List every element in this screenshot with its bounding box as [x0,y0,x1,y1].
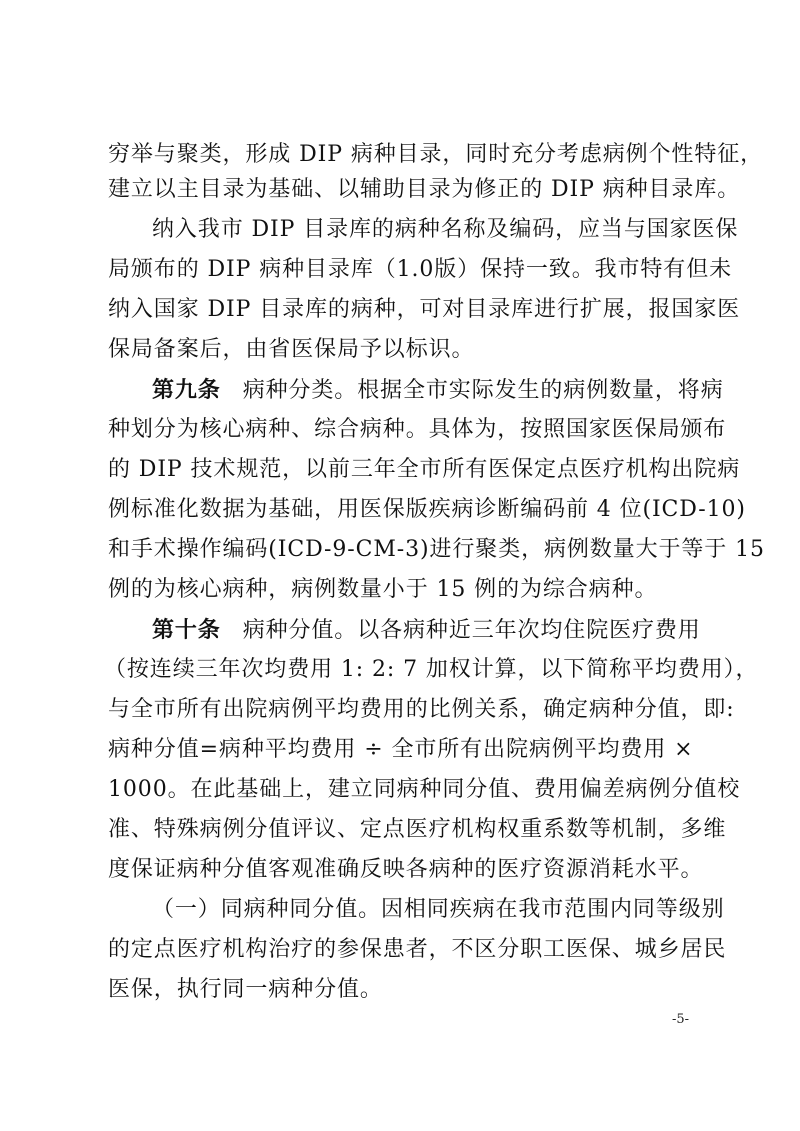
body-text-span: 病种分类。根据全市实际发生的病例数量，将病 [242,378,724,403]
body-text-line: （一）同病种同分值。因相同疾病在我市范围内同等级别 [152,897,725,922]
body-text-line: （按连续三年次均费用 1: 2: 7 加权计算，以下简称平均费用）， [104,657,759,682]
body-text-line: 局颁布的 DIP 病种目录库（1.0版）保持一致。我市特有但未 [108,257,733,282]
body-text-line: 病种分值=病种平均费用 ÷ 全市所有出院病例平均费用 × [108,737,694,762]
body-text-line: 准、特殊病例分值评议、定点医疗机构权重系数等机制，多维 [108,817,727,842]
body-text-line: 纳入我市 DIP 目录库的病种名称及编码，应当与国家医保 [152,217,739,242]
body-text-line: 纳入国家 DIP 目录库的病种，可对目录库进行扩展，报国家医 [108,297,741,322]
body-text-line: 例标准化数据为基础，用医保版疾病诊断编码前 4 位(ICD-10) [108,497,746,522]
article-9-line [152,375,724,406]
article-10-line [152,615,701,646]
body-text-line: 种划分为核心病种、综合病种。具体为，按照国家医保局颁布 [108,417,727,442]
body-text-line: 医保，执行同一病种分值。 [108,977,383,1002]
body-text-line: 例的为核心病种，病例数量小于 15 例的为综合病种。 [108,577,658,602]
body-text-line: 的 DIP 技术规范，以前三年全市所有医保定点医疗机构出院病 [108,457,741,482]
article-9-heading: 第九条 [152,377,221,403]
body-text-line: 保局备案后，由省医保局予以标识。 [108,337,475,362]
article-10-heading: 第十条 [152,617,221,643]
body-text-line: 与全市所有出院病例平均费用的比例关系，确定病种分值，即: [108,697,735,722]
page-number: -5- [672,1012,690,1027]
body-text-line: 的定点医疗机构治疗的参保患者，不区分职工医保、城乡居民 [108,937,727,962]
body-text-line: 建立以主目录为基础、以辅助目录为修正的 DIP 病种目录库。 [108,177,741,202]
body-text-span: 病种分值。以各病种近三年次均住院医疗费用 [242,618,701,643]
body-text-line: 1000。在此基础上，建立同病种同分值、费用偏差病例分值校 [108,777,741,802]
body-text-line: 度保证病种分值客观准确反映各病种的医疗资源消耗水平。 [108,857,704,882]
body-text-line: 和手术操作编码(ICD-9-CM-3)进行聚类，病例数量大于等于 15 [108,537,765,562]
body-text-line: 穷举与聚类，形成 DIP 病种目录，同时充分考虑病例个性特征， [108,142,764,167]
